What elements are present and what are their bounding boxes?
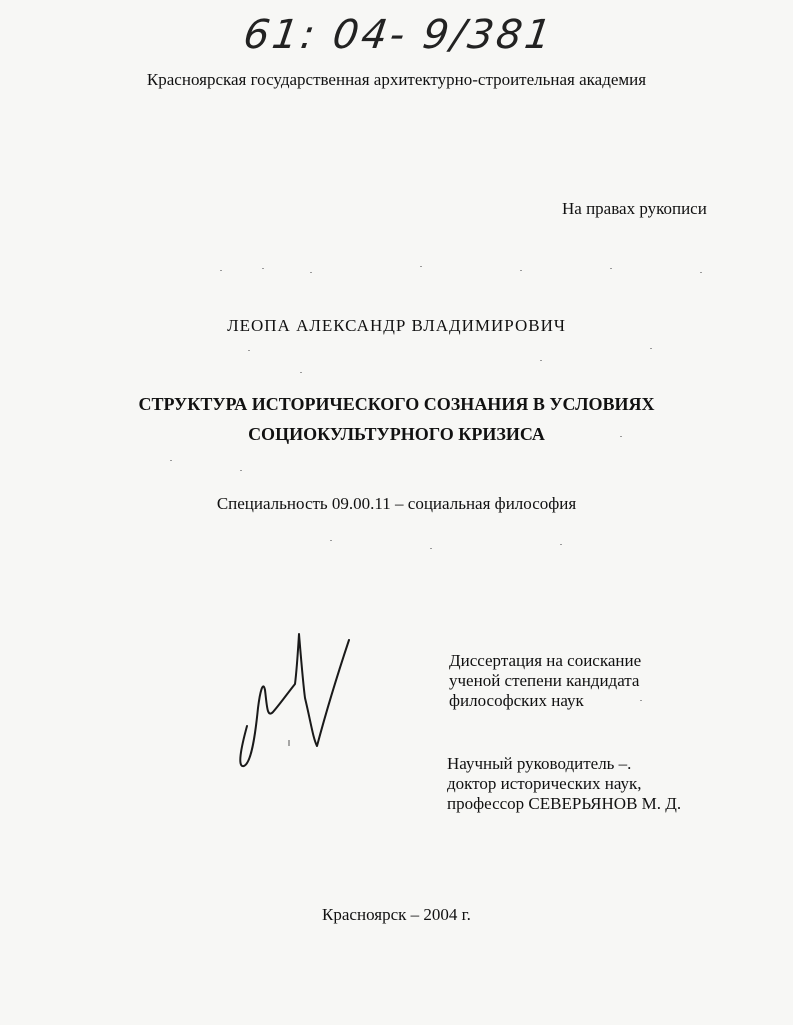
institution-name: Красноярская государственная архитектурно-строительная академия (146, 70, 647, 89)
scan-speck (240, 470, 242, 471)
scan-speck (170, 460, 172, 461)
archive-number: 61: 04- 9/381 (240, 12, 557, 58)
supervisor-line-2: доктор исторических наук, (447, 774, 642, 793)
scan-speck (560, 544, 562, 545)
scan-speck (330, 540, 332, 541)
scan-speck (310, 272, 312, 273)
dissertation-line-2: ученой степени кандидата (449, 671, 640, 690)
specialty-line: Специальность 09.00.11 – социальная философия (216, 494, 577, 513)
dissertation-line-3: философских наук (449, 691, 584, 710)
scan-speck (650, 348, 652, 349)
manuscript-rights-note: На правах рукописи (562, 199, 707, 218)
scan-speck (262, 268, 264, 269)
thesis-title-line-1: СТРУКТУРА ИСТОРИЧЕСКОГО СОЗНАНИЯ В УСЛОВИЯХ (138, 394, 655, 414)
scan-speck (620, 436, 622, 437)
scan-speck (640, 700, 642, 701)
scan-speck (610, 268, 612, 269)
supervisor-note (447, 754, 681, 814)
author-name: ЛЕОПА АЛЕКСАНДР ВЛАДИМИРОВИЧ (227, 316, 566, 335)
supervisor-line-1: Научный руководитель –. (447, 754, 632, 773)
scan-speck (700, 272, 702, 273)
city-and-year: Красноярск – 2004 г. (322, 905, 471, 924)
scan-speck (248, 350, 250, 351)
thesis-title-line-2: СОЦИОКУЛЬТУРНОГО КРИЗИСА (248, 424, 545, 444)
scan-speck (300, 372, 302, 373)
scan-speck (420, 266, 422, 267)
scan-speck (220, 270, 222, 271)
supervisor-line-3: профессор СЕВЕРЬЯНОВ М. Д. (447, 794, 682, 813)
dissertation-note (449, 651, 641, 711)
scan-speck (540, 360, 542, 361)
signature-image (225, 628, 355, 773)
scan-speck (520, 270, 522, 271)
dissertation-line-1: Диссертация на соискание (449, 651, 642, 670)
scan-speck (430, 548, 432, 549)
